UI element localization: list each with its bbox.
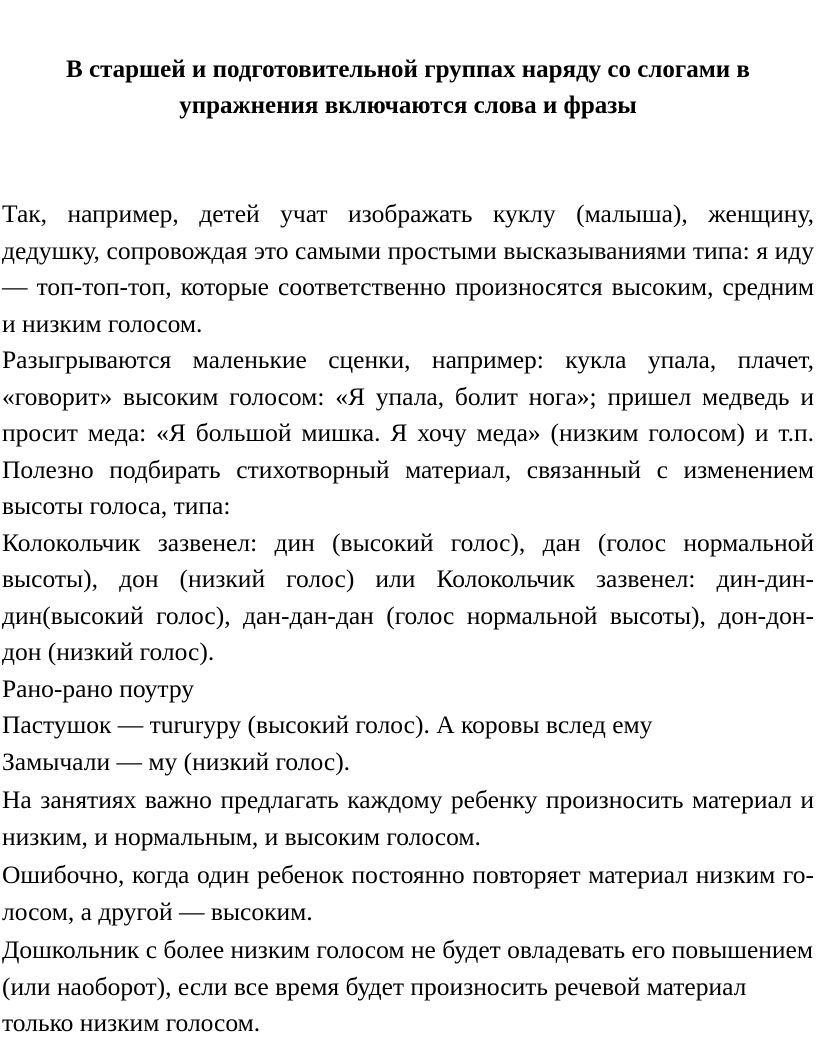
paragraph-preschooler: Дошкольник с более низким голосом не будет овладевать его повышением (или наоборот), если все время будет произносить речевой материал только низким голосом. xyxy=(2,935,814,1037)
verse-line-2: Пастушок — тururуру (высокий голос). А коровы вслед ему xyxy=(2,710,653,739)
paragraph-lessons: На занятиях важно предлагать каждому ребенку произносить материал и низким, и нормальным, и высоким голосом. xyxy=(2,785,814,851)
paragraph-mistake: Ошибочно, когда один ребенок постоянно повторяет материал низким го- лосом, а другой — высоким. xyxy=(2,860,814,926)
title-line-1: В старшей и подготовительной группах наряду со слогами в xyxy=(66,56,750,83)
paragraph-intro: Так, например, детей учат изображать куклу (малыша), женщину, дедушку, сопровождая это самыми простыми высказываниями типа: я иду — топ-топ-топ, которые соответственно произносятся высоким, средним и низким голосом. xyxy=(2,199,814,338)
verse-line-1: Рано-рано поутру xyxy=(2,673,195,703)
title-line-2: упражнения включаются слова и фразы xyxy=(179,92,637,119)
paragraph-bell: Колокольчик зазвенел: дин (высокий голос), дан (голос нормальной высоты), дон (низкий голос) или Колокольчик зазвенел: дин-дин-дин(высокий голос), дан-дан-дан (голос нормальной высоты), дон-дон-дон (низкий голос). xyxy=(2,527,814,666)
document-title xyxy=(0,52,816,124)
verse-line-3: Замычали — му (низкий голос). xyxy=(2,746,351,776)
paragraph-scenes: Разыгрываются маленькие сценки, например: кукла упала, плачет, «говорит» высоким голосом: «Я упала, болит нога»; пришел медведь и просит меда: «Я большой мишка. Я хочу меда» (низким голосом) и т.п. Полезно подбирать стихотворный материал, связанный с изменением высоты голоса, типа: xyxy=(2,345,814,520)
document-body xyxy=(2,196,814,1042)
